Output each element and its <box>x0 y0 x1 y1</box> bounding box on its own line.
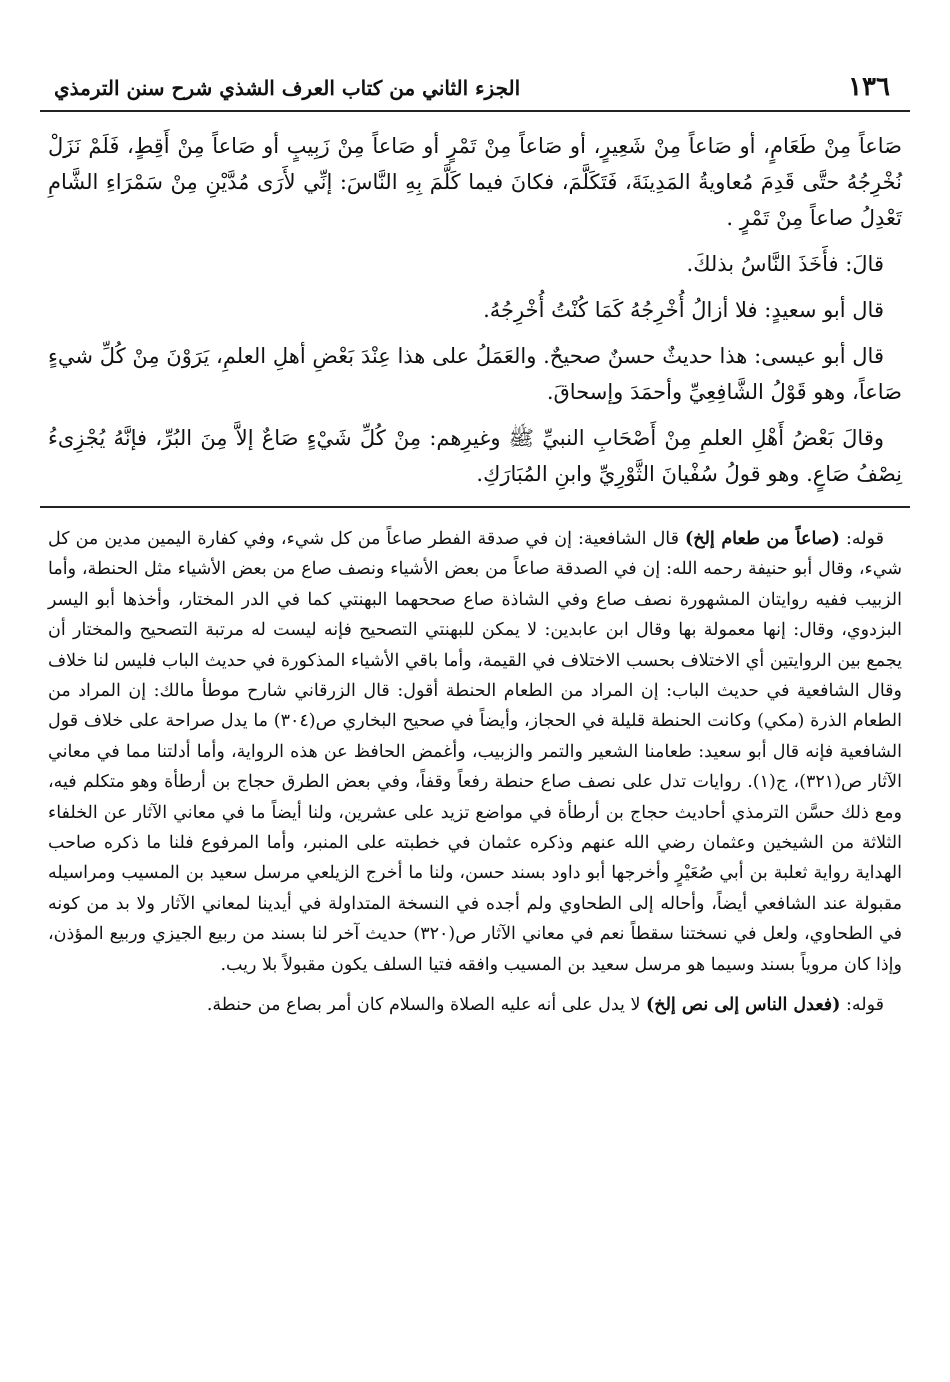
main-paragraph: قالَ: فأَخَذَ النَّاسُ بذلكَ. <box>686 252 884 276</box>
main-paragraph: وقالَ بَعْضُ أَهْلِ العلمِ مِنْ أَصْحَابِ النبيِّ ﷺ وغيرِهم: مِنْ كُلِّ شَيْءٍ صَاعٌ إلاَّ مِنَ البُرِّ، فإنَّهُ يُجْزِىءُ نِصْفُ صَاعٍ. وهو قولُ سُفْيانَ الثَّوْرِيِّ وابنِ المُبَارَكِ. <box>48 426 902 486</box>
book-page <box>40 70 910 1031</box>
page-header <box>40 70 910 112</box>
note-lead: (صاعاً من طعام إلخ) <box>685 529 840 549</box>
note-lead: (فعدل الناس إلى نص إلخ) <box>646 995 841 1016</box>
commentary-note <box>48 524 902 980</box>
main-paragraph: صَاعاً مِنْ طَعَامٍ، أو صَاعاً مِنْ شَعِيرٍ، أو صَاعاً مِنْ تَمْرٍ أو صَاعاً مِنْ زَبِيبٍ أو صَاعاً مِنْ أَقِطٍ، فَلَمْ نَزَلْ نُخْرِجُهُ حتَّى قَدِمَ مُعاويةُ المَدِينَةَ، فَتَكَلَّمَ، فكانَ فيما كَلَّمَ بِهِ النَّاسَ: إنِّي لأَرَى مُدَّيْنِ مِنْ سَمْرَاءِ الشَّامِ تَعْدِلُ صاعاً مِنْ تَمْرٍ . <box>48 134 902 230</box>
main-paragraph: قال أبو سعيدٍ: فلا أزالُ أُخْرِجُهُ كَمَا كُنْتُ أُخْرِجُهُ. <box>483 298 884 322</box>
main-paragraph: قال أبو عيسى: هذا حديثٌ حسنٌ صحيحٌ. والعَمَلُ على هذا عِنْدَ بَعْضِ أهلِ العلمِ، يَرَوْنَ مِنْ كُلِّ شيءٍ صَاعاً، وهو قَوْلُ الشَّافِعِيِّ وأحمَدَ وإسحاقَ. <box>48 344 902 404</box>
note-text: لا يدل على أنه عليه الصلاة والسلام كان أمر بصاع من حنطة. <box>206 995 647 1016</box>
commentary-note <box>48 990 902 1020</box>
note-text: قال الشافعية: إن في صدقة الفطر صاعاً من كل شيء، وفي كفارة اليمين مدين من كل شيء، وقال أبو حنيفة رحمه الله: إن في الصدقة صاعاً من بعض الأشياء ونصف صاع من بعض الأشياء مثل الحنطة، وأما الزبيب ففيه روايتان المشهورة نصف صاع وفي الشاذة صاع صححهما البهنتي كما في الدر المختار، وأخذها أبو اليسر البزدوي، وقال: إنها معمولة بها وقال ابن عابدين: لا يمكن للبهنتي التصحيح فإنه ليست له مرتبة التصحيح والمختار أن يجمع بين الروايتين أي الاختلاف بحسب الاختلاف في القيمة، وأما باقي الأشياء المذكورة في حديث الباب فليس لنا خلاف وقال الشافعية في حديث الباب: إن المراد من الطعام الحنطة أقول: قال الزرقاني شارح موطأ مالك: إن المراد من الطعام الذرة (مكي) وكانت الحنطة قليلة في الحجاز، وأيضاً في صحيح البخاري ص(٣٠٤) ما يدل صراحة على خلاف قول الشافعية فإنه قال أبو سعيد: طعامنا الشعير والتمر والزبيب، وأغمض الحافظ عن هذه الرواية، وأما أدلتنا مما في معاني الآثار ص(٣٢١)، ج(١). روايات تدل على نصف صاع حنطة رفعاً وقفاً، وفي بعض الطرق حجاج بن أرطأة وهو متكلم فيه، ومع ذلك حسَّن الترمذي أحاديث حجاج بن أرطأة في مواضع تزيد على عشرين، ولنا أيضاً ما في معاني الآثار عن الخلفاء الثلاثة من الشيخين وعثمان رضي الله عنهم وذكره عثمان في خطبته على المنبر، وأما المرفوع فلنا ما ذكره صاحب الهداية رواية ثعلبة بن أبي صُعَيْرٍ وأخرجها أبو داود بسند حسن، ولنا ما أخرج الزيلعي مرسل سعيد بن المسيب ومراسيله مقبولة عند الشافعي أيضاً، وأحاله إلى الطحاوي ولم أجده في النسخة المتداولة في أيدينا لمعاني الآثار ولا بد من كونه في الطحاوي، ولعل في نسختنا سقطاً نعم في معاني الآثار ص(٣٢٠) حديث آخر لنا بسند من ربيع الجيزي وربيع المؤذن، وإذا كان مروياً بسند وسيما هو مرسل سعيد بن المسيب وافقه فتيا السلف يكون مقبولاً بلا ريب. <box>48 529 902 975</box>
section-divider <box>40 506 910 508</box>
running-title: الجزء الثاني من كتاب العرف الشذي شرح سنن الترمذي <box>54 76 521 100</box>
note-prefix: قوله: <box>840 995 884 1016</box>
commentary <box>40 524 910 1021</box>
main-text <box>40 112 910 492</box>
page-number: ١٣٦ <box>848 72 890 102</box>
note-prefix: قوله: <box>839 529 884 549</box>
